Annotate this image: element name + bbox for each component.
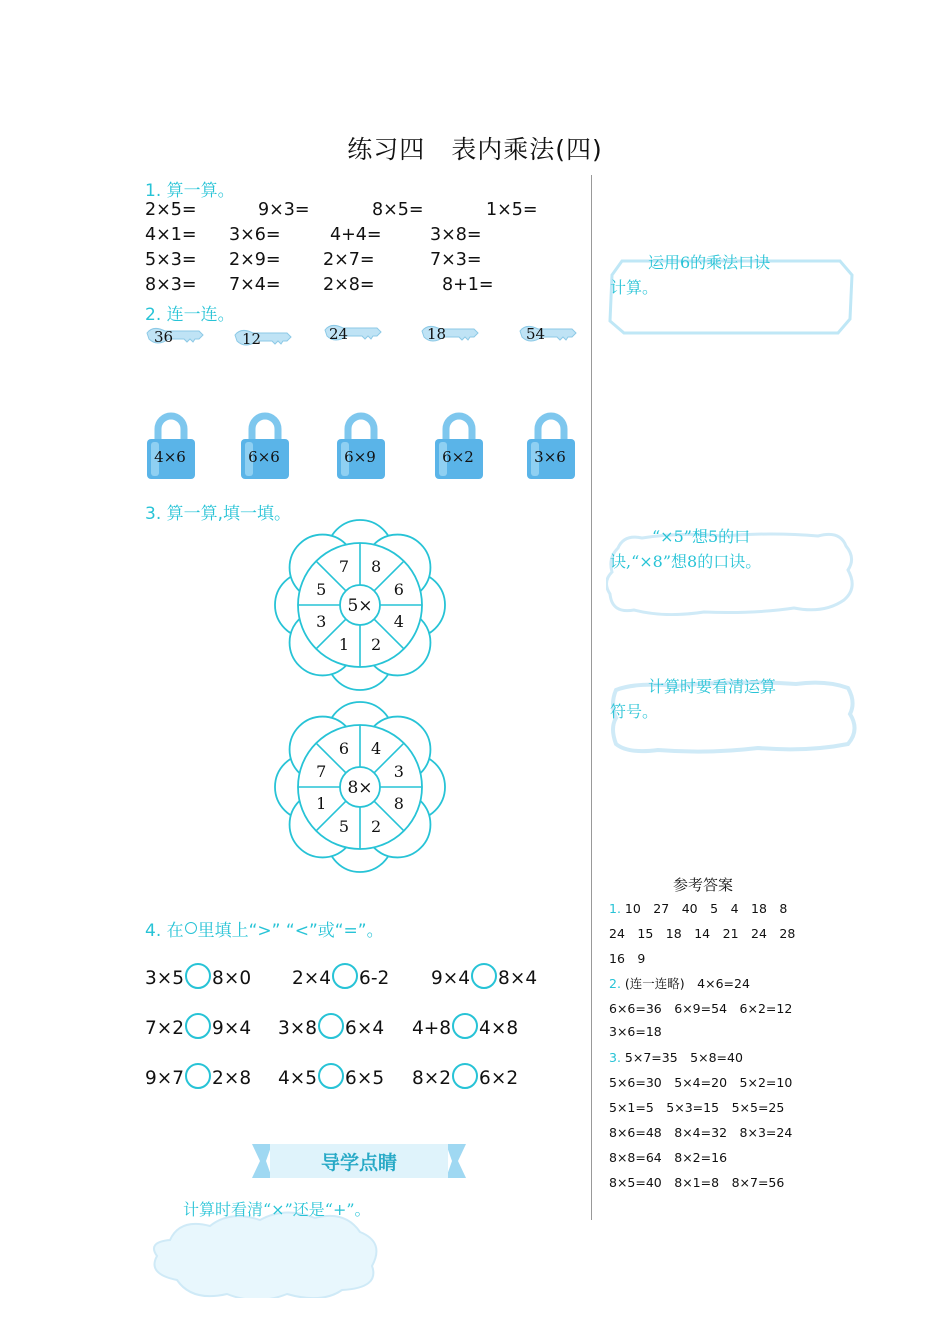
answer-line [609, 1024, 662, 1039]
flower-petal-number: 4 [370, 739, 382, 759]
lock [525, 411, 581, 481]
compare-left: 2×4 [292, 968, 332, 989]
q1-r3c0: 8×3= [145, 275, 197, 295]
q1-r2c3: 7×3= [430, 250, 482, 270]
flower-center-label: 5× [347, 596, 373, 616]
compare-circle[interactable] [318, 1013, 344, 1039]
flower-petal-number: 8 [393, 794, 404, 814]
key-label: 36 [154, 328, 174, 346]
key-label: 24 [329, 325, 349, 343]
flower-petal-number: 7 [338, 557, 350, 577]
answer-line [609, 1048, 743, 1066]
compare-right: 6×4 [345, 1018, 385, 1039]
compare-left: 7×2 [145, 1018, 185, 1039]
q1-r0c2: 8×5= [372, 200, 424, 220]
answer-text: 5×1=5 5×3=15 5×5=25 [609, 1100, 785, 1116]
q3-heading: 3. 算一算,填一填。 [145, 504, 292, 524]
compare-circle[interactable] [185, 963, 211, 989]
answer-text: 6×6=36 6×9=54 6×2=12 [609, 1000, 793, 1016]
flower-diagram-2 [270, 700, 450, 875]
lock-icon [335, 411, 391, 481]
compare-item [145, 1013, 251, 1039]
flower-petal-number: 2 [370, 634, 382, 654]
answer-line [609, 1148, 727, 1166]
banner-title: 导学点睛 [320, 1152, 397, 1174]
answer-text: 3×6=18 [609, 1023, 662, 1039]
answer-number: 2. [609, 975, 625, 991]
q1-r3c1: 7×4= [229, 275, 281, 295]
flower-petal-number: 2 [370, 816, 382, 836]
compare-left: 3×8 [278, 1018, 318, 1039]
key-label: 12 [242, 330, 262, 348]
answers-title: 参考答案 [673, 876, 734, 894]
compare-circle[interactable] [332, 963, 358, 989]
q1-r0c1: 9×3= [258, 200, 310, 220]
compare-circle[interactable] [318, 1063, 344, 1089]
answer-line [609, 1123, 792, 1141]
compare-left: 8×2 [412, 1068, 452, 1089]
compare-left: 4+8 [412, 1018, 452, 1039]
compare-item [292, 963, 389, 989]
lock [145, 411, 201, 481]
compare-right: 6×2 [479, 1068, 519, 1089]
lock-label: 6×6 [248, 448, 280, 466]
q1-r1c3: 3×8= [430, 225, 482, 245]
flower-petal-number: 3 [316, 612, 327, 632]
answer-line [609, 899, 787, 917]
column-divider [591, 175, 592, 1220]
q1-r0c3: 1×5= [486, 200, 538, 220]
q1-r1c2: 4+4= [330, 225, 382, 245]
lock-label: 3×6 [534, 448, 566, 466]
q4-heading-post: 里填上“>” “<”或“=”。 [197, 921, 384, 941]
compare-item [145, 1063, 251, 1089]
q1-r1c0: 4×1= [145, 225, 197, 245]
answer-text: 8×6=48 8×4=32 8×3=24 [609, 1125, 793, 1141]
flower-petal-number: 1 [338, 634, 350, 654]
tip2-line2: 诀,“×8”想8的口诀。 [610, 552, 762, 571]
small-circle-icon [185, 922, 197, 934]
lock-icon [525, 411, 581, 481]
answer-line [609, 974, 750, 992]
answer-line [609, 949, 645, 967]
flower-petal-number: 7 [316, 761, 327, 781]
tip1-line2: 计算。 [610, 278, 659, 297]
flower-petal-number: 1 [316, 794, 327, 814]
compare-right: 8×0 [212, 968, 252, 989]
answer-number: 3. [609, 1050, 625, 1066]
compare-circle[interactable] [185, 1063, 211, 1089]
compare-circle[interactable] [452, 1013, 478, 1039]
tip2-line1: “×5”想5的口 [652, 527, 751, 546]
answer-text: 5×7=35 5×8=40 [624, 1050, 743, 1066]
compare-left: 9×4 [431, 968, 471, 989]
answer-text: (连一连略) 4×6=24 [624, 975, 750, 991]
answer-line [609, 924, 795, 942]
q1-r3c3: 8+1= [442, 275, 494, 295]
answer-text: 16 9 [609, 950, 646, 966]
flower-center-label: 8× [347, 778, 373, 798]
compare-circle[interactable] [185, 1013, 211, 1039]
compare-item [278, 1063, 384, 1089]
flower-diagram-1 [270, 518, 450, 693]
q1-r2c0: 5×3= [145, 250, 197, 270]
q2-heading: 2. 连一连。 [145, 305, 235, 325]
page-title: 练习四 表内乘法(四) [347, 135, 603, 164]
compare-item [412, 1013, 518, 1039]
lock-icon [145, 411, 201, 481]
q4-heading [145, 916, 384, 941]
compare-right: 4×8 [479, 1018, 519, 1039]
answer-line [609, 1098, 784, 1116]
answer-text: 24 15 18 14 21 24 28 [609, 925, 796, 941]
answer-text: 8×8=64 8×2=16 [609, 1150, 728, 1165]
answer-number: 1. [609, 901, 625, 916]
lock [433, 411, 489, 481]
flower-petal-number: 6 [393, 579, 404, 599]
compare-right: 8×4 [498, 968, 538, 989]
answer-text: 8×5=40 8×1=8 8×7=56 [609, 1174, 785, 1190]
cloud-bubble [140, 1210, 392, 1298]
q1-r0c0: 2×5= [145, 200, 197, 220]
flower-petal-number: 5 [316, 579, 327, 599]
compare-item [412, 1063, 518, 1089]
compare-right: 2×8 [212, 1068, 252, 1089]
compare-circle[interactable] [452, 1063, 478, 1089]
compare-right: 6-2 [359, 968, 390, 989]
compare-right: 6×5 [345, 1068, 385, 1089]
lock-icon [239, 411, 295, 481]
key-label: 18 [427, 325, 447, 343]
compare-left: 4×5 [278, 1068, 318, 1089]
lock-label: 6×2 [442, 448, 474, 466]
lock-label: 6×9 [344, 448, 376, 466]
compare-item [278, 1013, 384, 1039]
compare-item [431, 963, 537, 989]
flower-petal-number: 5 [338, 816, 350, 836]
flower-petal-number: 4 [393, 612, 404, 632]
q1-r2c2: 2×7= [323, 250, 375, 270]
answer-line [609, 1073, 792, 1091]
tip3-line2: 符号。 [610, 702, 659, 721]
answer-text: 5×6=30 5×4=20 5×2=10 [609, 1075, 793, 1091]
tip1-line1: 运用6的乘法口诀 [648, 253, 771, 272]
compare-left: 9×7 [145, 1068, 185, 1089]
answer-line [609, 1173, 784, 1191]
q1-r1c1: 3×6= [229, 225, 281, 245]
flower-petal-number: 6 [338, 739, 350, 759]
lock [335, 411, 391, 481]
flower-petal-number: 3 [393, 761, 404, 781]
compare-left: 3×5 [145, 968, 185, 989]
flower-petal-number: 8 [370, 557, 382, 577]
q4-heading-pre: 4. 在 [145, 921, 184, 941]
compare-right: 9×4 [212, 1018, 252, 1039]
lock-label: 4×6 [154, 448, 186, 466]
tip3-line1: 计算时要看清运算 [648, 677, 777, 696]
answer-text: 10 27 40 5 4 18 8 [624, 901, 788, 916]
banner-tip: 计算时看清“×”还是“+”。 [183, 1200, 371, 1219]
key-label: 54 [526, 325, 546, 343]
q1-r3c2: 2×8= [323, 275, 375, 295]
lock-icon [433, 411, 489, 481]
q1-heading: 1. 算一算。 [145, 181, 235, 201]
compare-item [145, 963, 251, 989]
answer-line [609, 999, 792, 1017]
lock [239, 411, 295, 481]
q1-r2c1: 2×9= [229, 250, 281, 270]
compare-circle[interactable] [471, 963, 497, 989]
